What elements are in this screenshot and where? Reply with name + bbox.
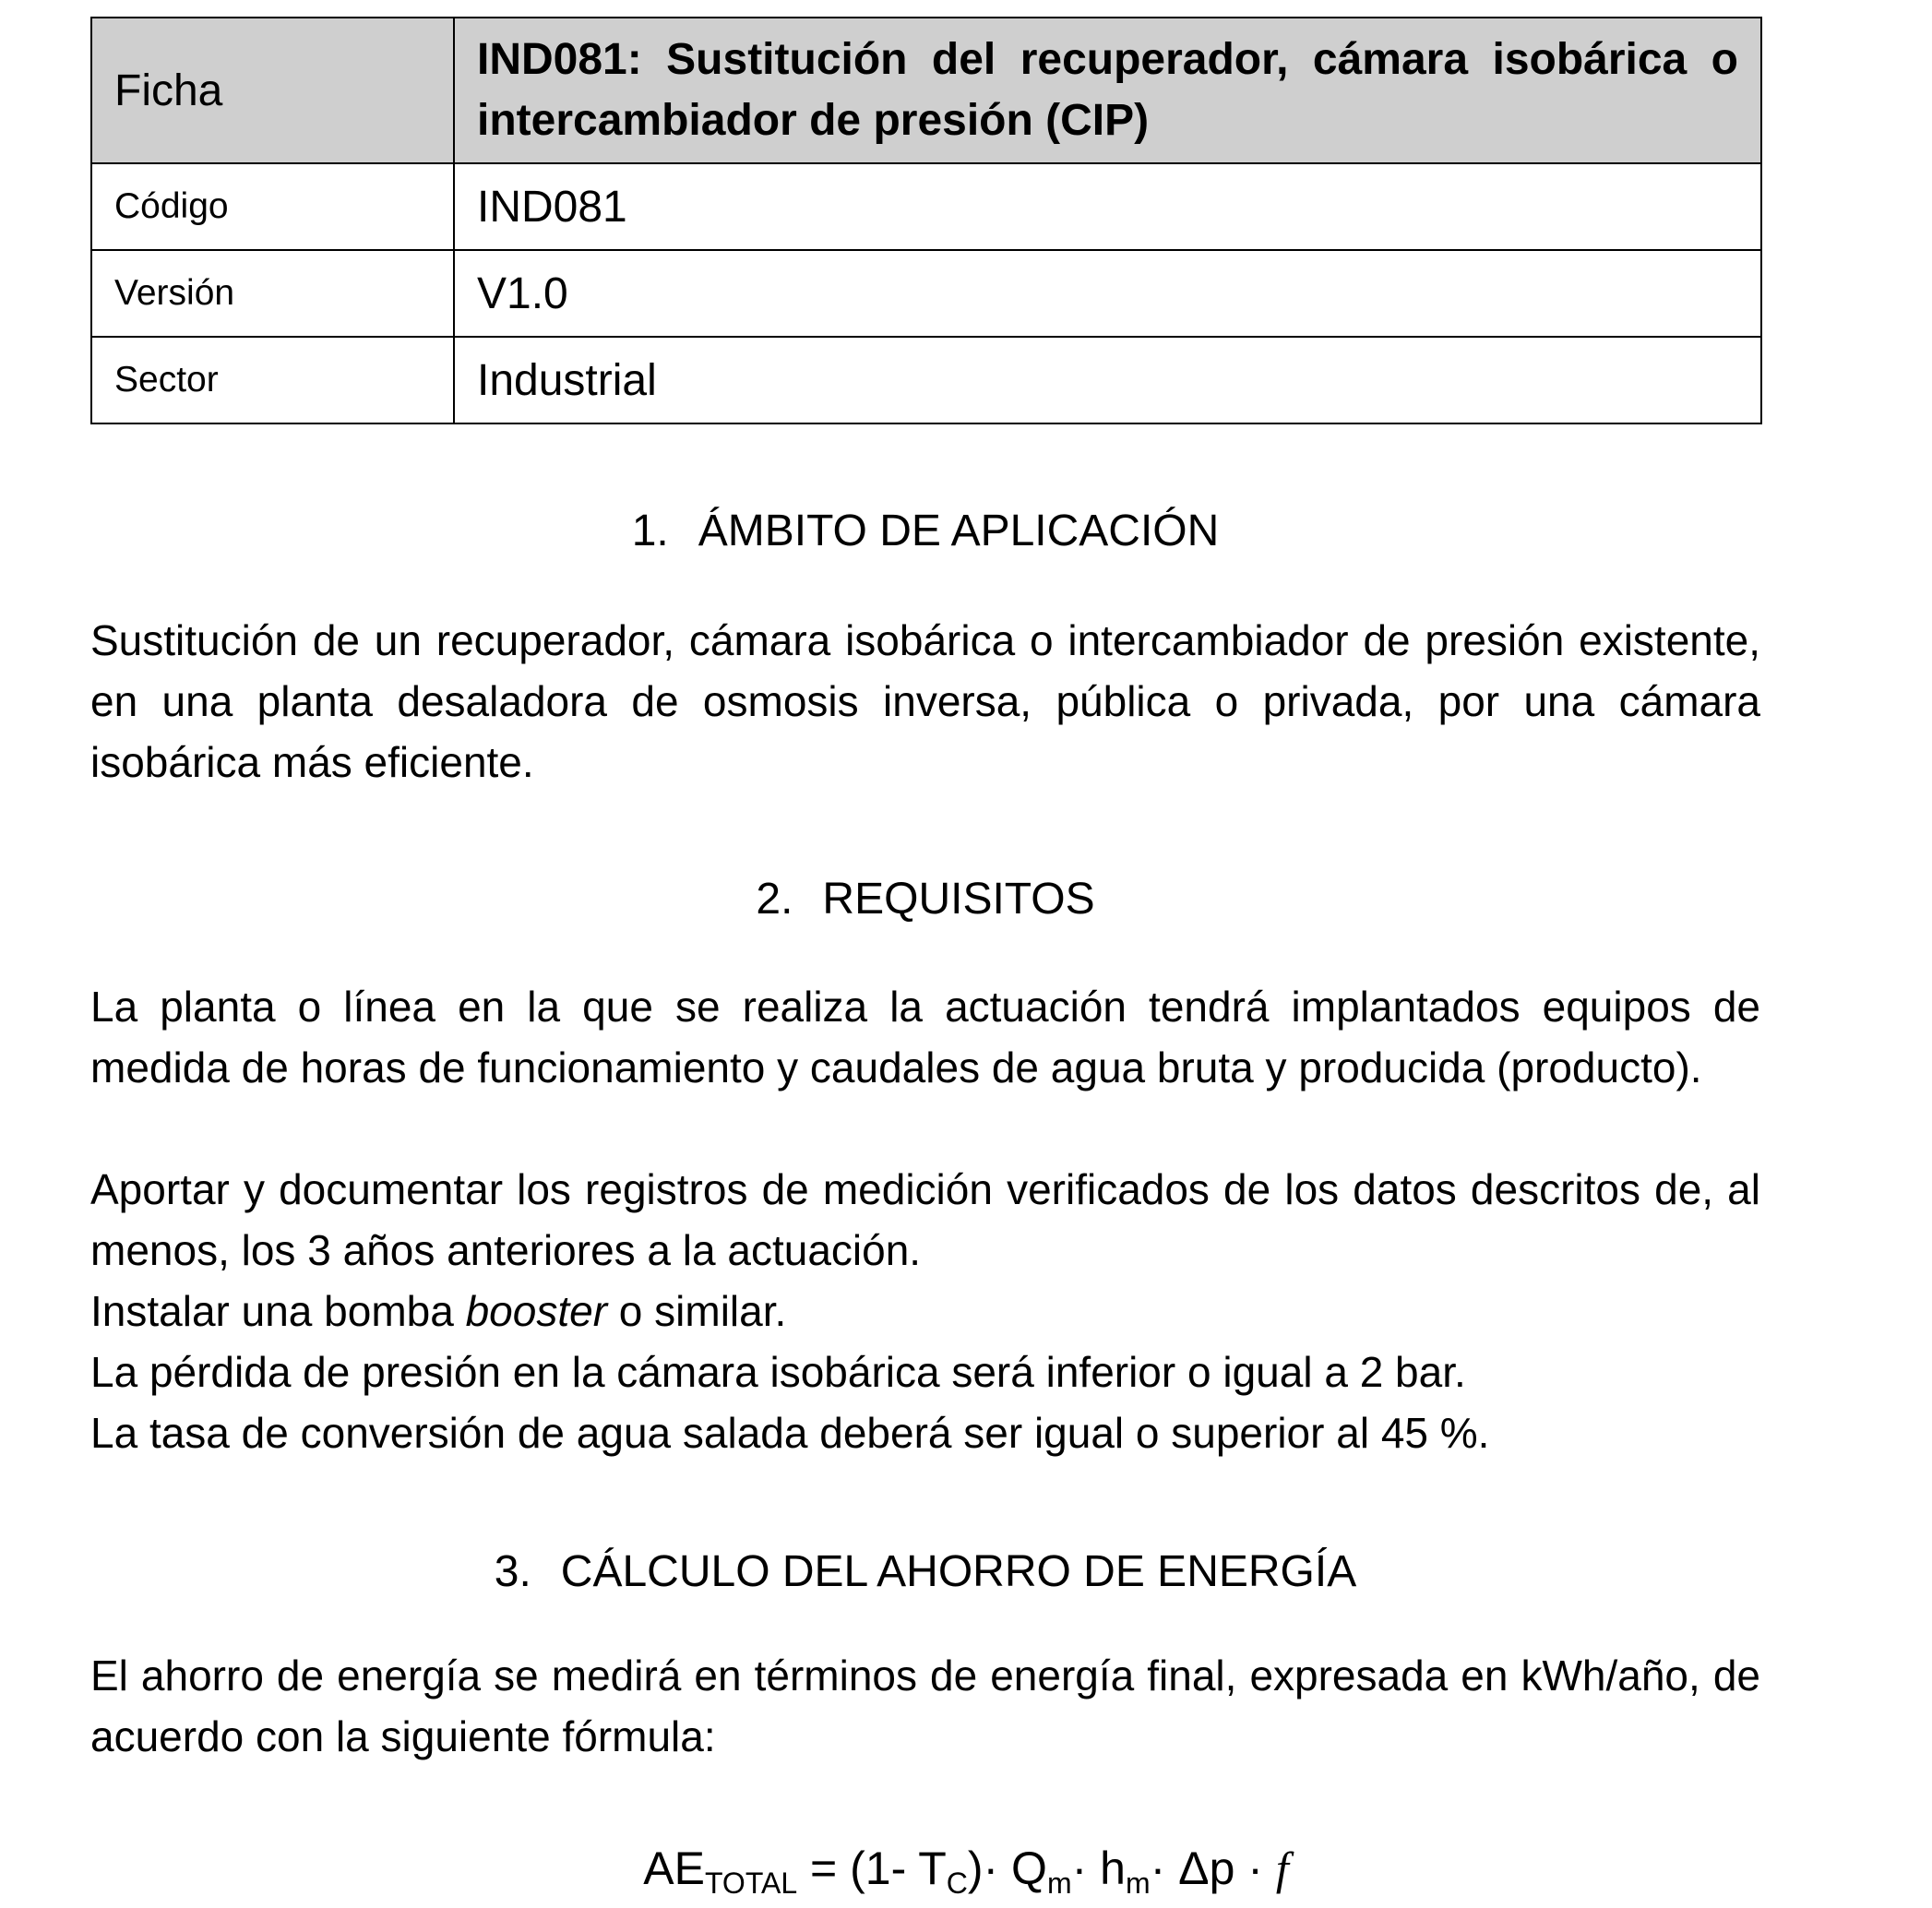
section-1-title: ÁMBITO DE APLICACIÓN xyxy=(698,507,1220,555)
section-1-number: 1. xyxy=(631,507,669,555)
formula-f: f xyxy=(1275,1842,1289,1894)
table-row xyxy=(91,250,1761,337)
section-3-paragraph: El ahorro de energía se medirá en términos de energía final, expresada en kWh/año, de acuerdo con la siguiente fórmula: xyxy=(90,1652,1760,1760)
sector-value: Industrial xyxy=(454,337,1761,423)
version-value: V1.0 xyxy=(454,250,1761,337)
section-2-line-conversion: La tasa de conversión de agua salada deberá ser igual o superior al 45 %. xyxy=(90,1409,1490,1457)
table-row xyxy=(91,163,1761,250)
formula-ae-sub: TOTAL xyxy=(704,1866,798,1900)
sector-label: Sector xyxy=(91,337,454,423)
formula-part-3: · h xyxy=(1071,1842,1126,1894)
booster-word: booster xyxy=(465,1287,608,1335)
ficha-table xyxy=(90,17,1762,424)
table-row xyxy=(91,337,1761,423)
ficha-header-row xyxy=(91,18,1761,163)
section-1-paragraph: Sustitución de un recuperador, cámara isobárica o intercambiador de presión existente, en una planta desaladora de osmosis inversa, pública o privada, por una cámara isobárica más eficiente. xyxy=(90,616,1760,786)
formula-part-4: · Δp · xyxy=(1150,1842,1263,1894)
booster-line-start: Instalar una bomba xyxy=(90,1287,466,1335)
codigo-label: Código xyxy=(91,163,454,250)
booster-line-end: o similar. xyxy=(607,1287,787,1335)
formula-ae: AE xyxy=(643,1842,705,1894)
codigo-value: IND081 xyxy=(454,163,1761,250)
section-2-line-booster xyxy=(90,1281,1760,1342)
formula-part-2: )· Q xyxy=(967,1842,1047,1894)
section-1-heading xyxy=(90,506,1760,556)
ficha-header-title: IND081: Sustitución del recuperador, cámara isobárica o intercambiador de presión (CIP) xyxy=(454,18,1761,163)
formula-part-1: = (1- T xyxy=(797,1842,947,1894)
ficha-header-label: Ficha xyxy=(91,18,454,163)
section-2-paragraph-2: Aportar y documentar los registros de medición verificados de los datos descritos de, al menos, los 3 años anteriores a la actuación. xyxy=(90,1165,1760,1274)
section-2-title: REQUISITOS xyxy=(822,875,1095,924)
energy-saving-formula xyxy=(0,1842,1932,1901)
section-2-heading xyxy=(90,874,1760,924)
section-3-number: 3. xyxy=(494,1547,531,1596)
formula-qm-sub: m xyxy=(1046,1866,1072,1900)
section-2-line-pressure: La pérdida de presión en la cámara isobárica será inferior o igual a 2 bar. xyxy=(90,1348,1466,1396)
formula-tc-sub: C xyxy=(946,1866,968,1900)
section-3-title: CÁLCULO DEL AHORRO DE ENERGÍA xyxy=(560,1547,1357,1596)
section-3-heading xyxy=(90,1546,1760,1597)
section-2-paragraph-1: La planta o línea en la que se realiza la actuación tendrá implantados equipos de medida de horas de funcionamiento y caudales de agua bruta y producida (producto). xyxy=(90,983,1760,1091)
section-2-number: 2. xyxy=(756,875,793,924)
version-label: Versión xyxy=(91,250,454,337)
formula-hm-sub: m xyxy=(1125,1866,1151,1900)
